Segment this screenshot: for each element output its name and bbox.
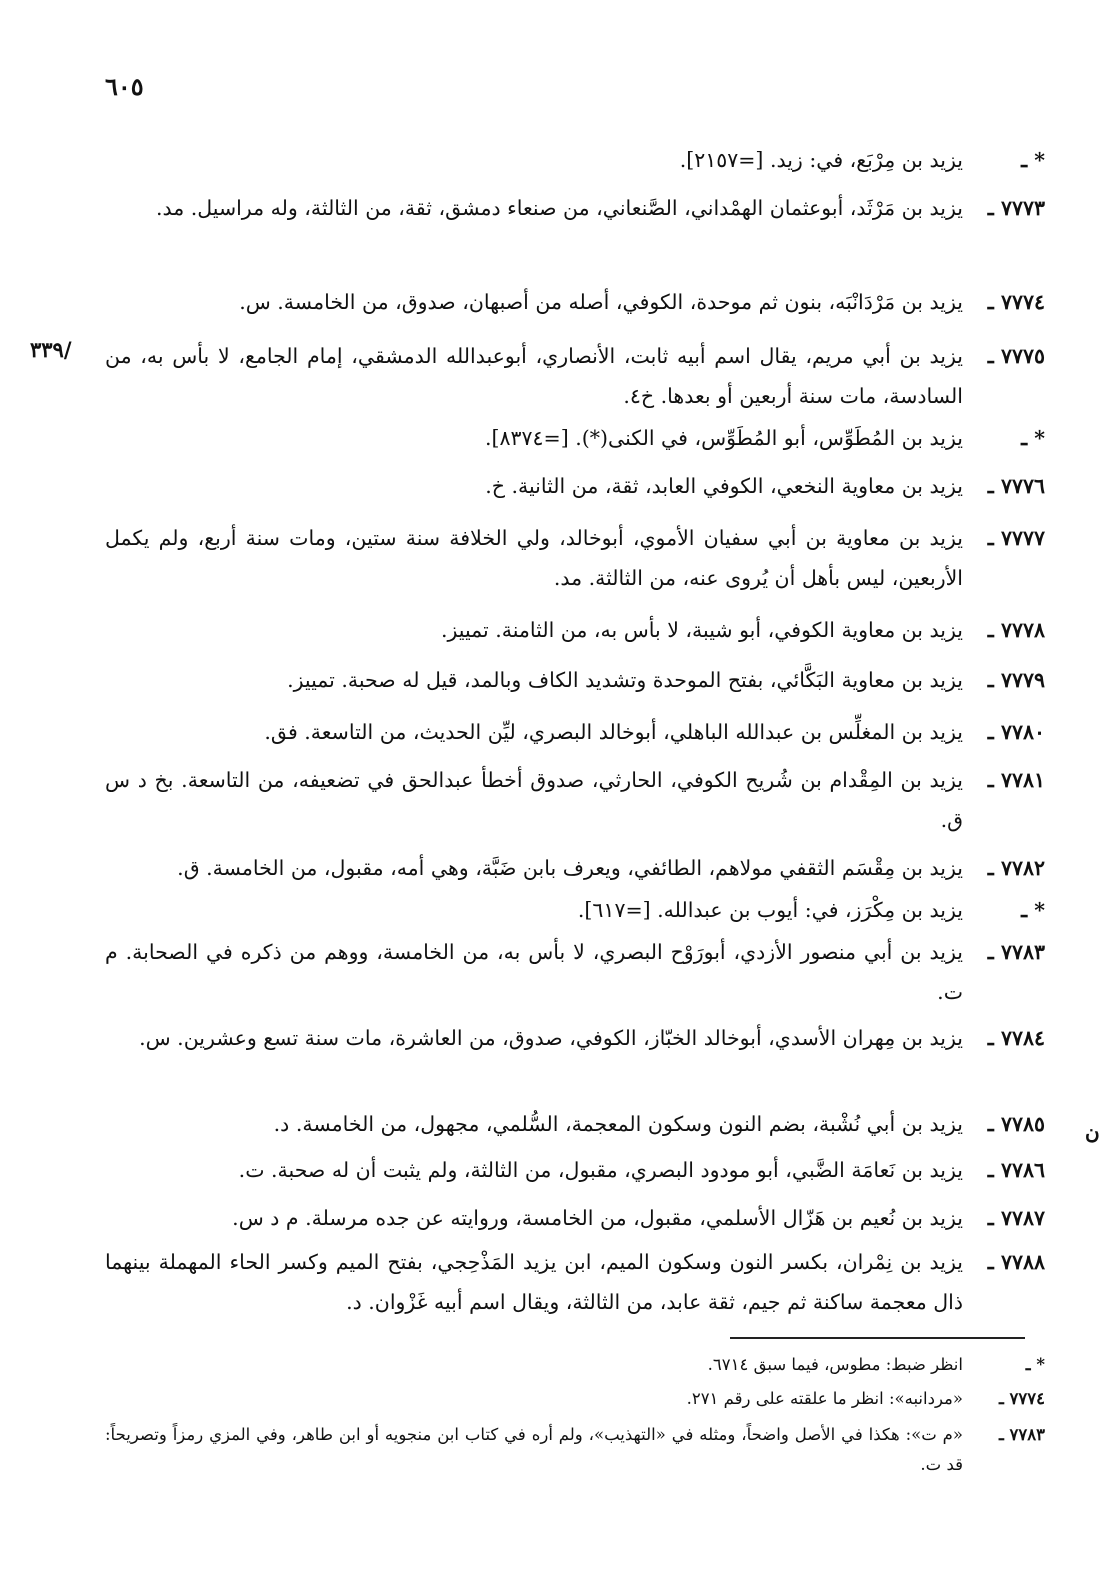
footnote-7783 [105,1420,1045,1480]
footnote-text: «م ت»: هكذا في الأصل واضحاً، ومثله في «التهذيب»، ولم أره في كتاب ابن منجويه أو ابن طاهر، وفي المزي رمزاً وتصريحاً: قد ت. [105,1425,963,1474]
footnote-number: ٧٧٨٣ ـ [998,1425,1045,1444]
entry-text: يزيد بن مَرْثَد، أبوعثمان الهمْداني، الصَّنعاني، من صنعاء دمشق، ثقة، من الثالثة، وله مراسيل. مد. [155,196,963,220]
margin-letter: ن [1085,1120,1100,1144]
entry-number: ٧٧٧٧ ـ [987,526,1045,550]
entry-number: ٧٧٧٥ ـ [987,344,1045,368]
footnote-text: «مردانبه»: انظر ما علقته على رقم ٢٧١. [686,1389,963,1408]
entry-number: ٧٧٨١ ـ [987,768,1045,792]
entry-7774 [105,282,1045,322]
footnote-7774 [105,1384,1045,1414]
footnote-text: انظر ضبط: مطوس، فيما سبق ٦٧١٤. [707,1355,963,1374]
entry-number: ٧٧٨٠ ـ [987,720,1045,744]
entry-text: يزيد بن معاوية الكوفي، أبو شيبة، لا بأس به، من الثامنة. تمييز. [440,618,963,642]
footnote-star [105,1350,1045,1380]
entry-text: يزيد بن أبي منصور الأزدي، أبورَوْح البصري، لا بأس به، من الخامسة، ووهم من ذكره في الصحابة. م ت. [105,940,963,1004]
page-number: ٦٠٥ [105,72,144,101]
entry-number: * ـ [1021,148,1045,172]
footnote-number: * ـ [1025,1355,1045,1374]
entry-text: يزيد بن نُعيم بن هَزّال الأسلمي، مقبول، من الخامسة، وروايته عن جده مرسلة. م د س. [232,1206,963,1230]
entry-text: يزيد بن مِهران الأسدي، أبوخالد الخبّاز، الكوفي، صدوق، من العاشرة، مات سنة تسع وعشرين. س. [139,1026,963,1050]
entry-text: يزيد بن نَعامَة الضَّبي، أبو مودود البصري، مقبول، من الثالثة، ولم يثبت أن له صحبة. ت. [238,1158,963,1182]
entry-text: يزيد بن مِقْسَم الثقفي مولاهم، الطائفي، ويعرف بابن ضَبَّة، وهي أمه، مقبول، من الخامسة. ق. [177,856,963,880]
entry-7777 [105,518,1045,598]
entry-7784 [105,1018,1045,1058]
footnote-divider [730,1337,1025,1339]
entry-7779 [105,660,1045,700]
entry-text: يزيد بن المُطَوِّس، أبو المُطَوِّس، في الكنى(*). [=٨٣٧٤]. [484,426,963,450]
entry-text: يزيد بن المغلِّس بن عبدالله الباهلي، أبوخالد البصري، ليِّن الحديث، من التاسعة. فق. [264,720,963,744]
entry-text: يزيد بن معاوية النخعي، الكوفي العابد، ثقة، من الثانية. خ. [485,474,963,498]
entry-number: ٧٧٨٦ ـ [987,1158,1045,1182]
entry-star-3 [105,890,1045,930]
entry-7785 [105,1104,1045,1144]
entry-7781 [105,760,1045,840]
entry-number: ٧٧٧٤ ـ [987,290,1045,314]
entry-7788 [105,1242,1045,1322]
entry-number: * ـ [1021,898,1045,922]
entry-7775 [105,336,1045,416]
entry-7773 [105,188,1045,228]
entry-7782 [105,848,1045,888]
entry-number: * ـ [1021,426,1045,450]
entry-text: يزيد بن معاوية بن أبي سفيان الأموي، أبوخالد، ولي الخلافة سنة ستين، ومات سنة أربع، ولم يكمل الأربعين، ليس بأهل أن يُروى عنه، من الثالثة. مد. [105,526,963,590]
entry-text: يزيد بن أبي نُشْبة، بضم النون وسكون المعجمة، السُّلمي، مجهول، من الخامسة. د. [273,1112,963,1136]
entry-text: يزيد بن مِرْبَع، في: زيد. [=٢١٥٧]. [679,148,963,172]
entry-number: ٧٧٨٥ ـ [987,1112,1045,1136]
entry-text: يزيد بن أبي مريم، يقال اسم أبيه ثابت، الأنصاري، أبوعبدالله الدمشقي، إمام الجامع، لا بأس به، من السادسة، مات سنة أربعين أو بعدها. خ٤. [105,344,963,408]
entry-number: ٧٧٧٩ ـ [987,668,1045,692]
entry-number: ٧٧٨٤ ـ [987,1026,1045,1050]
entry-number: ٧٧٨٣ ـ [987,940,1045,964]
entry-star-1 [105,140,1045,180]
entry-number: ٧٧٧٨ ـ [987,618,1045,642]
entry-number: ٧٧٨٢ ـ [987,856,1045,880]
entry-number: ٧٧٧٣ ـ [987,196,1045,220]
entry-text: يزيد بن المِقْدام بن شُريح الكوفي، الحارثي، صدوق أخطأ عبدالحق في تضعيفه، من التاسعة. بخ د س ق. [105,768,963,832]
footnote-number: ٧٧٧٤ ـ [998,1389,1045,1408]
entry-number: ٧٧٨٨ ـ [987,1250,1045,1274]
entry-text: يزيد بن نِمْران، بكسر النون وسكون الميم، ابن يزيد المَذْحِجي، بفتح الميم وكسر الحاء المهملة بينهما ذال معجمة ساكنة ثم جيم، ثقة عابد، من الثالثة، ويقال اسم أبيه غَزْوان. د. [105,1250,963,1314]
entry-7787 [105,1198,1045,1238]
entry-7776 [105,466,1045,506]
entry-text: يزيد بن معاوية البَكَّائي، بفتح الموحدة وتشديد الكاف وبالمد، قيل له صحبة. تمييز. [287,668,963,692]
entry-star-2 [105,418,1045,458]
margin-page-reference: /٣٣٩ [30,337,72,362]
entry-text: يزيد بن مِكْرَز، في: أيوب بن عبدالله. [=٦١٧]. [577,898,963,922]
entry-number: ٧٧٧٦ ـ [987,474,1045,498]
entry-7786 [105,1150,1045,1190]
entry-7780 [105,712,1045,752]
entry-7778 [105,610,1045,650]
entry-text: يزيد بن مَرْدَانْبَه، بنون ثم موحدة، الكوفي، أصله من أصبهان، صدوق، من الخامسة. س. [239,290,963,314]
entry-7783 [105,932,1045,1012]
entry-number: ٧٧٨٧ ـ [987,1206,1045,1230]
